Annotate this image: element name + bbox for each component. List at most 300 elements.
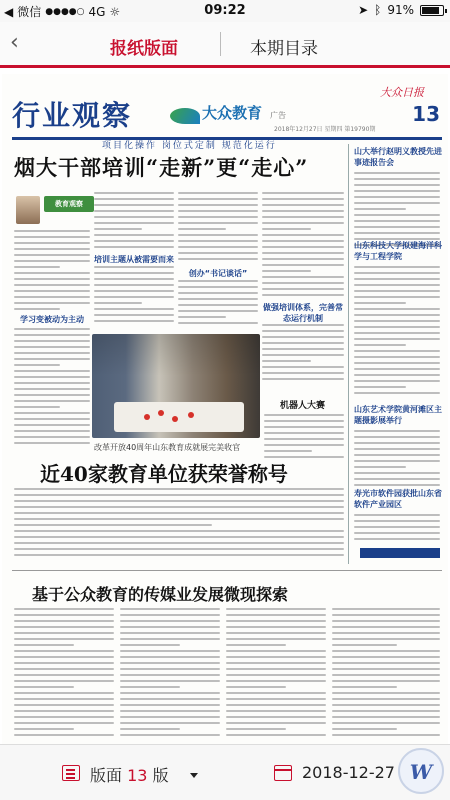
text-line bbox=[178, 204, 258, 206]
text-line bbox=[14, 488, 344, 490]
text-line bbox=[354, 266, 440, 268]
text-line bbox=[120, 632, 220, 634]
text-line bbox=[332, 674, 440, 676]
clock: 09:22 bbox=[204, 3, 246, 18]
text-column-2b bbox=[94, 266, 174, 326]
text-line bbox=[14, 716, 114, 718]
text-line bbox=[354, 514, 440, 516]
headline-honors[interactable]: 近40家教育单位获荣誉称号 bbox=[40, 462, 288, 486]
text-line bbox=[94, 222, 174, 224]
text-line bbox=[14, 376, 90, 378]
tab-issue-contents[interactable]: 本期目录 bbox=[250, 39, 318, 59]
text-line bbox=[226, 650, 326, 652]
text-line bbox=[14, 536, 344, 538]
text-line bbox=[14, 302, 90, 304]
text-line bbox=[94, 308, 174, 310]
text-line bbox=[120, 674, 220, 676]
text-line bbox=[332, 698, 440, 700]
text-line bbox=[120, 716, 220, 718]
text-line bbox=[332, 722, 440, 724]
text-column-3 bbox=[178, 192, 258, 264]
text-line bbox=[354, 278, 440, 280]
text-line bbox=[120, 710, 220, 712]
text-line bbox=[178, 298, 258, 300]
text-line bbox=[178, 234, 258, 236]
text-line bbox=[178, 286, 258, 288]
text-line bbox=[332, 704, 440, 706]
text-line bbox=[94, 240, 174, 242]
text-line bbox=[14, 334, 90, 336]
headline-media-education[interactable]: 基于公众教育的传媒业发展微现探索 bbox=[32, 585, 289, 604]
tab-divider bbox=[220, 32, 221, 56]
text-line bbox=[226, 728, 286, 730]
text-line bbox=[262, 246, 344, 248]
text-line bbox=[178, 192, 258, 194]
text-column-1b bbox=[14, 328, 90, 448]
text-line bbox=[332, 692, 440, 694]
text-line bbox=[14, 650, 114, 652]
editor-credit-bar bbox=[360, 548, 440, 558]
text-line bbox=[14, 686, 74, 688]
text-line bbox=[14, 506, 344, 508]
text-line bbox=[226, 608, 326, 610]
text-line bbox=[354, 484, 440, 486]
text-line bbox=[14, 442, 90, 444]
text-line bbox=[94, 216, 174, 218]
back-to-app-icon[interactable]: ◀ bbox=[4, 4, 14, 19]
text-line bbox=[14, 530, 344, 532]
text-line bbox=[264, 426, 344, 428]
text-line bbox=[332, 650, 440, 652]
text-line bbox=[120, 662, 220, 664]
text-line bbox=[120, 680, 220, 682]
text-line bbox=[14, 524, 212, 526]
nav-bar bbox=[0, 22, 450, 68]
text-line bbox=[120, 704, 220, 706]
text-line bbox=[262, 378, 344, 380]
subhead-system: 做强培训体系，完善常态运行机制 bbox=[263, 303, 343, 323]
text-line bbox=[14, 328, 90, 330]
text-line bbox=[354, 350, 440, 352]
text-line bbox=[120, 692, 220, 694]
text-line bbox=[262, 210, 344, 212]
text-line bbox=[354, 338, 440, 340]
text-line bbox=[332, 728, 397, 730]
battery-icon bbox=[420, 5, 444, 16]
text-line bbox=[120, 668, 220, 670]
text-line bbox=[14, 734, 114, 736]
text-line bbox=[178, 198, 258, 200]
text-line bbox=[178, 252, 258, 254]
text-line bbox=[354, 190, 440, 192]
text-line bbox=[14, 548, 344, 550]
text-line bbox=[262, 294, 344, 296]
text-line bbox=[354, 302, 406, 304]
text-line bbox=[120, 698, 220, 700]
text-line bbox=[226, 614, 326, 616]
text-line bbox=[226, 704, 326, 706]
column-badge: 教育观察 bbox=[44, 196, 94, 212]
page-number: 13 bbox=[412, 102, 440, 126]
text-line bbox=[332, 656, 440, 658]
wifi-icon: ☼ bbox=[109, 4, 121, 19]
text-line bbox=[120, 734, 220, 736]
page-list-icon[interactable] bbox=[62, 765, 80, 781]
text-line bbox=[226, 632, 326, 634]
text-line bbox=[264, 444, 344, 446]
text-line bbox=[262, 252, 344, 254]
text-line bbox=[262, 276, 344, 278]
text-line bbox=[120, 728, 180, 730]
text-line bbox=[14, 424, 90, 426]
bluetooth-icon: ᛒ bbox=[374, 3, 382, 17]
text-column-4b bbox=[262, 324, 344, 384]
text-line bbox=[332, 710, 440, 712]
text-line bbox=[14, 722, 114, 724]
text-line bbox=[226, 668, 326, 670]
section-title: 行业观察 bbox=[12, 99, 133, 132]
text-columns-honors bbox=[14, 488, 344, 560]
text-line bbox=[14, 340, 90, 342]
brief-text-2 bbox=[354, 266, 440, 398]
text-line bbox=[332, 620, 440, 622]
sidebar-robot-contest: 机器人大赛 bbox=[280, 401, 326, 411]
text-line bbox=[14, 248, 90, 250]
subhead-learning: 学习变被动为主动 bbox=[20, 315, 84, 324]
page-selector-prefix: 版面 bbox=[90, 766, 123, 785]
brief-headline-2[interactable]: 山东科技大学拟建海洋科学与工程学院 bbox=[354, 241, 442, 261]
text-line bbox=[354, 296, 440, 298]
text-line bbox=[264, 432, 344, 434]
text-line bbox=[14, 382, 90, 384]
text-line bbox=[14, 394, 90, 396]
paper-meta: 2018年12月27日 星期四 第19790期 bbox=[274, 126, 376, 133]
text-line bbox=[262, 336, 344, 338]
text-line bbox=[354, 520, 440, 522]
text-line bbox=[262, 330, 344, 332]
text-line bbox=[354, 532, 440, 534]
text-line bbox=[14, 370, 90, 372]
text-line bbox=[178, 228, 226, 230]
text-line bbox=[354, 356, 440, 358]
text-line bbox=[14, 400, 90, 402]
text-line bbox=[14, 308, 60, 310]
text-line bbox=[226, 734, 326, 736]
text-line bbox=[14, 352, 90, 354]
text-line bbox=[14, 554, 344, 556]
text-line bbox=[264, 450, 312, 452]
text-line bbox=[226, 626, 326, 628]
text-line bbox=[14, 230, 90, 232]
text-line bbox=[332, 686, 397, 688]
text-line bbox=[14, 626, 114, 628]
page-selector-suffix: 版 bbox=[152, 766, 169, 785]
text-line bbox=[14, 430, 90, 432]
subhead-topic: 培训主题从被需要而来 bbox=[94, 255, 174, 264]
text-line bbox=[262, 354, 344, 356]
text-line bbox=[354, 386, 406, 388]
date-selector[interactable]: 2018-12-27 bbox=[302, 763, 395, 782]
text-line bbox=[354, 436, 440, 438]
text-column-2 bbox=[94, 192, 174, 252]
text-line bbox=[354, 196, 440, 198]
article-deck: 项目化操作 岗位式定制 规范化运行 bbox=[102, 141, 277, 151]
text-line bbox=[14, 500, 344, 502]
text-line bbox=[354, 442, 440, 444]
text-line bbox=[14, 710, 114, 712]
text-line bbox=[14, 638, 114, 640]
text-line bbox=[354, 214, 440, 216]
location-icon: ➤ bbox=[358, 3, 369, 17]
text-line bbox=[332, 614, 440, 616]
text-line bbox=[354, 344, 406, 346]
battery-percent: 91% bbox=[387, 3, 414, 17]
subhead-talk: 创办“书记谈话” bbox=[188, 269, 248, 278]
text-line bbox=[14, 364, 60, 366]
text-column-bottom-4 bbox=[332, 608, 440, 740]
text-line bbox=[178, 216, 258, 218]
text-line bbox=[262, 366, 344, 368]
page-selector[interactable] bbox=[90, 763, 169, 786]
text-line bbox=[14, 412, 90, 414]
text-line bbox=[178, 222, 258, 224]
text-line bbox=[120, 722, 220, 724]
carrier-label: 微信 bbox=[17, 5, 42, 19]
text-line bbox=[14, 698, 114, 700]
author-photo bbox=[16, 196, 40, 224]
text-line bbox=[262, 372, 344, 374]
text-line bbox=[262, 282, 344, 284]
text-line bbox=[354, 220, 440, 222]
text-line bbox=[94, 246, 174, 248]
text-line bbox=[120, 608, 220, 610]
text-line bbox=[120, 620, 220, 622]
text-line bbox=[14, 662, 114, 664]
text-line bbox=[354, 320, 440, 322]
headline-cadre-training[interactable]: 烟大干部培训“走新”更“走心” bbox=[14, 155, 309, 180]
text-line bbox=[264, 438, 344, 440]
text-line bbox=[94, 228, 142, 230]
text-line bbox=[14, 620, 114, 622]
text-line bbox=[262, 216, 344, 218]
text-line bbox=[354, 430, 440, 432]
text-line bbox=[354, 448, 440, 450]
text-column-bottom-2 bbox=[120, 608, 220, 740]
text-line bbox=[178, 310, 258, 312]
text-line bbox=[14, 728, 74, 730]
text-line bbox=[120, 638, 220, 640]
text-line bbox=[94, 266, 174, 268]
text-line bbox=[14, 680, 114, 682]
text-line bbox=[262, 198, 344, 200]
text-line bbox=[94, 198, 174, 200]
text-line bbox=[14, 346, 90, 348]
text-line bbox=[226, 716, 326, 718]
paper-name: 大众日报 bbox=[380, 86, 424, 99]
text-line bbox=[178, 246, 258, 248]
text-column-3b bbox=[178, 280, 258, 328]
text-line bbox=[14, 494, 344, 496]
text-line bbox=[226, 674, 326, 676]
text-line bbox=[14, 614, 114, 616]
text-line bbox=[354, 314, 440, 316]
text-line bbox=[178, 292, 258, 294]
text-line bbox=[14, 272, 90, 274]
text-line bbox=[332, 680, 440, 682]
text-line bbox=[14, 436, 90, 438]
text-line bbox=[226, 662, 326, 664]
text-line bbox=[120, 656, 220, 658]
text-line bbox=[354, 478, 440, 480]
text-line bbox=[94, 278, 174, 280]
text-line bbox=[14, 518, 344, 520]
page-dropdown-arrow-icon[interactable] bbox=[190, 773, 198, 778]
text-line bbox=[94, 320, 174, 322]
text-line bbox=[262, 342, 344, 344]
brand-ad-label: 广告 bbox=[270, 111, 286, 120]
text-line bbox=[354, 362, 440, 364]
text-line bbox=[226, 644, 286, 646]
brief-text-1 bbox=[354, 172, 440, 250]
text-line bbox=[178, 316, 226, 318]
text-line bbox=[226, 722, 326, 724]
column-rule bbox=[348, 144, 349, 564]
text-line bbox=[14, 260, 90, 262]
text-line bbox=[94, 204, 174, 206]
text-line bbox=[226, 680, 326, 682]
brief-headline-4[interactable]: 寿光市软件园获批山东省软件产业园区 bbox=[354, 489, 442, 509]
section-divider bbox=[12, 570, 442, 571]
newspaper-page[interactable] bbox=[2, 74, 448, 744]
text-line bbox=[14, 296, 90, 298]
text-line bbox=[262, 264, 344, 266]
bottom-toolbar bbox=[0, 744, 450, 800]
text-column-1 bbox=[14, 230, 90, 314]
text-line bbox=[354, 184, 440, 186]
text-line bbox=[354, 380, 440, 382]
text-column-bottom-3 bbox=[226, 608, 326, 740]
text-line bbox=[332, 644, 397, 646]
exhibition-photo bbox=[92, 334, 260, 438]
text-line bbox=[14, 656, 114, 658]
text-line bbox=[226, 698, 326, 700]
text-line bbox=[14, 608, 114, 610]
text-line bbox=[354, 526, 440, 528]
text-line bbox=[354, 332, 440, 334]
text-line bbox=[14, 254, 90, 256]
text-line bbox=[14, 242, 90, 244]
text-line bbox=[354, 172, 440, 174]
masthead bbox=[12, 80, 442, 140]
text-line bbox=[120, 614, 220, 616]
text-line bbox=[94, 314, 174, 316]
text-line bbox=[264, 414, 344, 416]
watermark-logo-icon bbox=[398, 748, 444, 794]
page-selector-number: 13 bbox=[127, 766, 148, 785]
text-line bbox=[354, 392, 440, 394]
text-line bbox=[262, 192, 344, 194]
text-line bbox=[14, 266, 60, 268]
brief-headline-1[interactable]: 山大举行赵明义教授先进事迹报告会 bbox=[354, 147, 442, 167]
text-line bbox=[354, 538, 440, 540]
text-line bbox=[262, 234, 344, 236]
text-line bbox=[120, 686, 180, 688]
text-line bbox=[354, 272, 440, 274]
text-line bbox=[178, 304, 258, 306]
network-type: 4G bbox=[88, 4, 106, 19]
text-line bbox=[94, 284, 174, 286]
text-line bbox=[14, 388, 90, 390]
text-line bbox=[354, 308, 440, 310]
text-line bbox=[178, 280, 258, 282]
text-line bbox=[94, 192, 174, 194]
text-line bbox=[262, 324, 344, 326]
text-line bbox=[14, 278, 90, 280]
text-line bbox=[332, 716, 440, 718]
text-line bbox=[262, 222, 344, 224]
text-line bbox=[354, 284, 440, 286]
text-line bbox=[94, 290, 174, 292]
text-line bbox=[262, 348, 344, 350]
text-line bbox=[120, 626, 220, 628]
text-line bbox=[332, 734, 440, 736]
text-line bbox=[264, 420, 344, 422]
text-line bbox=[226, 710, 326, 712]
text-line bbox=[14, 418, 90, 420]
text-line bbox=[14, 704, 114, 706]
text-line bbox=[226, 638, 326, 640]
text-line bbox=[14, 406, 60, 408]
chevron-left-icon[interactable]: ‹ bbox=[10, 30, 19, 55]
text-line bbox=[262, 270, 311, 272]
photo-caption: 改革开放40周年山东教育成就展完美收官 bbox=[94, 443, 241, 452]
text-line bbox=[262, 258, 344, 260]
text-line bbox=[332, 668, 440, 670]
text-line bbox=[178, 240, 258, 242]
text-column-4 bbox=[262, 192, 344, 300]
signal-strength-icon: ●●●●○ bbox=[45, 6, 85, 17]
text-line bbox=[354, 232, 440, 234]
calendar-icon[interactable] bbox=[274, 765, 292, 781]
text-line bbox=[94, 210, 174, 212]
text-line bbox=[94, 272, 174, 274]
text-line bbox=[354, 208, 406, 210]
text-line bbox=[354, 454, 440, 456]
text-line bbox=[14, 632, 114, 634]
text-line bbox=[14, 358, 90, 360]
brief-headline-3[interactable]: 山东艺术学院黄河滩区主题摄影展举行 bbox=[354, 405, 442, 425]
text-line bbox=[14, 668, 114, 670]
brand-logo-icon bbox=[170, 108, 200, 124]
text-line bbox=[226, 692, 326, 694]
text-line bbox=[354, 460, 440, 462]
text-line bbox=[226, 686, 286, 688]
text-line bbox=[332, 662, 440, 664]
text-line bbox=[14, 236, 90, 238]
tab-newspaper-page[interactable]: 报纸版面 bbox=[110, 39, 178, 59]
text-line bbox=[14, 542, 344, 544]
text-line bbox=[354, 326, 440, 328]
text-column-bottom-1 bbox=[14, 608, 114, 740]
text-line bbox=[178, 210, 258, 212]
text-line bbox=[120, 650, 220, 652]
text-line bbox=[262, 204, 344, 206]
text-line bbox=[94, 302, 142, 304]
text-line bbox=[332, 638, 440, 640]
text-line bbox=[94, 234, 174, 236]
text-line bbox=[226, 620, 326, 622]
text-line bbox=[354, 368, 440, 370]
